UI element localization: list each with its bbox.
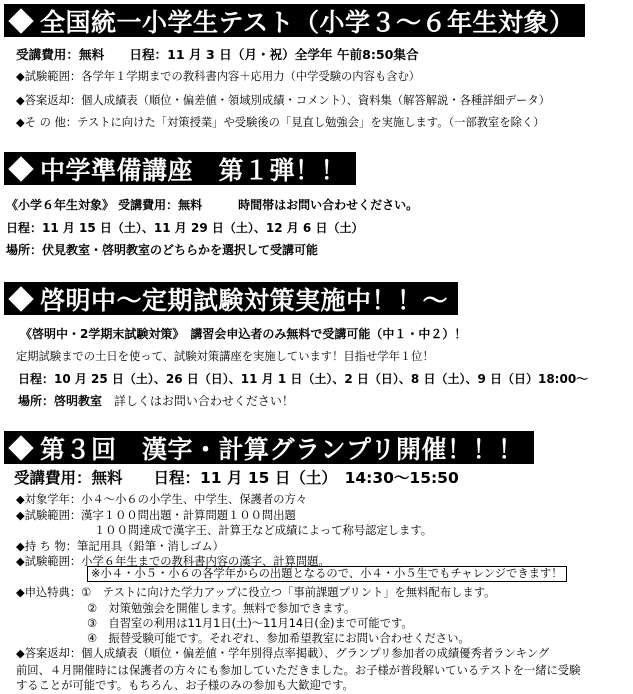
diamond-icon xyxy=(8,8,33,33)
s4-footer2: することが可能です。もちろん、お子様のみの参加も大歓迎です。 xyxy=(16,679,354,692)
s2-dates: 日程：11 月 15 日（土）、11 月 29 日（土）、12 月 6 日（土） xyxy=(6,221,364,235)
s4-range3: ◆試験範囲：小学６年生までの教科書内容の漢字、計算問題。 xyxy=(16,555,330,568)
s3-place-note: 詳しくはお問い合わせください！ xyxy=(113,394,294,408)
s4-target: ◆対象学年：小４～小６の小学生、中学生、保護者の方々 xyxy=(16,493,308,506)
section3-title: 啓明中～定期試験対策実施中！！～ xyxy=(40,285,449,315)
section1-title: 全国統一小学生テスト（小学３～６年生対象） xyxy=(40,7,575,37)
s4-return: ◆答案返却：個人成績表（順位・偏差値・学年別得点率掲載）、グランプリ参加者の成績優秀者ランキング xyxy=(16,647,550,660)
diamond-icon xyxy=(8,286,33,311)
s4-benefit2: ② 対策勉強会を開催します。無料で参加できます。 xyxy=(87,602,356,615)
diamond-icon xyxy=(8,435,33,460)
section1-header xyxy=(4,4,585,37)
s3-sub: 《啓明中・2学期末試験対策》 講習会申込者のみ無料で受講可能（中１・中２）！ xyxy=(20,327,467,341)
s4-range2: １００問達成で漢字王、計算王など成績によって称号認定します。 xyxy=(94,524,433,537)
section2-title: 中学準備講座 第１弾！！ xyxy=(40,155,347,185)
s4-benefit4: ④ 振替受験可能です。それぞれ、参加希望教室にお問い合わせください。 xyxy=(87,632,470,645)
s4-benefit1: ◆申込特典：① テストに向けた学力アップに役立つ「事前課題プリント」を無料配布します。 xyxy=(16,586,496,599)
section3-header xyxy=(4,282,458,315)
s2-target: 《小学６年生対象》 受講費用：無料 時間帯はお問い合わせください。 xyxy=(6,198,419,212)
s1-return: ◆答案返却：個人成績表（順位・偏差値・領域別成績・コメント）、資料集（解答解説・各種詳細データ） xyxy=(16,94,550,107)
s4-benefit3: ③ 自習室の利用は11月1日(土)～11月14日(金)まで可能です。 xyxy=(87,617,413,630)
section2-header xyxy=(4,152,356,185)
section4-header xyxy=(4,431,534,464)
s1-info: 受講費用：無料 日程：11 月 3 日（月・祝）全学年 午前8:50集合 xyxy=(16,47,419,62)
s4-info: 受講費用：無料 日程：11 月 15 日（土） 14:30～15:50 xyxy=(14,469,459,487)
s3-place-label: 場所：啓明教室 xyxy=(18,394,103,408)
s2-place: 場所：伏見教室・啓明教室のどちらかを選択して受講可能 xyxy=(6,243,319,257)
section4-title: 第３回 漢字・計算グランプリ開催！！！ xyxy=(40,434,524,464)
diamond-icon xyxy=(8,156,33,181)
s3-dates: 日程：10 月 25 日（土）、26 日（日）、11 月 1 日（土）、2 日（日）、8 日（土）、9 日（日）18:00～ xyxy=(18,372,589,386)
s4-footer1: 前回、４月開催時には保護者の方々にも参加していただきました。お子様が普段解いているテストを一緒に受験 xyxy=(16,664,581,677)
s1-other: ◆そ の 他：テストに向けた「対策授業」や受験後の「見直し勉強会」を実施します。（一部教室を除く） xyxy=(16,116,545,129)
s4-note-box: ※小４・小５・小６の各学年からの出題となるので、小４・小５生でもチャレンジできます！ xyxy=(87,566,567,582)
s1-range: ◆試験範囲：各学年１学期までの教科書内容＋応用力（中学受験の内容も含む） xyxy=(16,70,421,83)
s3-desc: 定期試験までの土日を使って、試験対策講座を実施しています！目指せ学年１位！ xyxy=(16,350,434,363)
s4-items: ◆持 ち 物：筆記用具（鉛筆・消しゴム） xyxy=(16,540,224,553)
s4-range1: ◆試験範囲：漢字１００問出題・計算問題１００問出題 xyxy=(16,509,296,522)
s3-place xyxy=(18,392,294,409)
